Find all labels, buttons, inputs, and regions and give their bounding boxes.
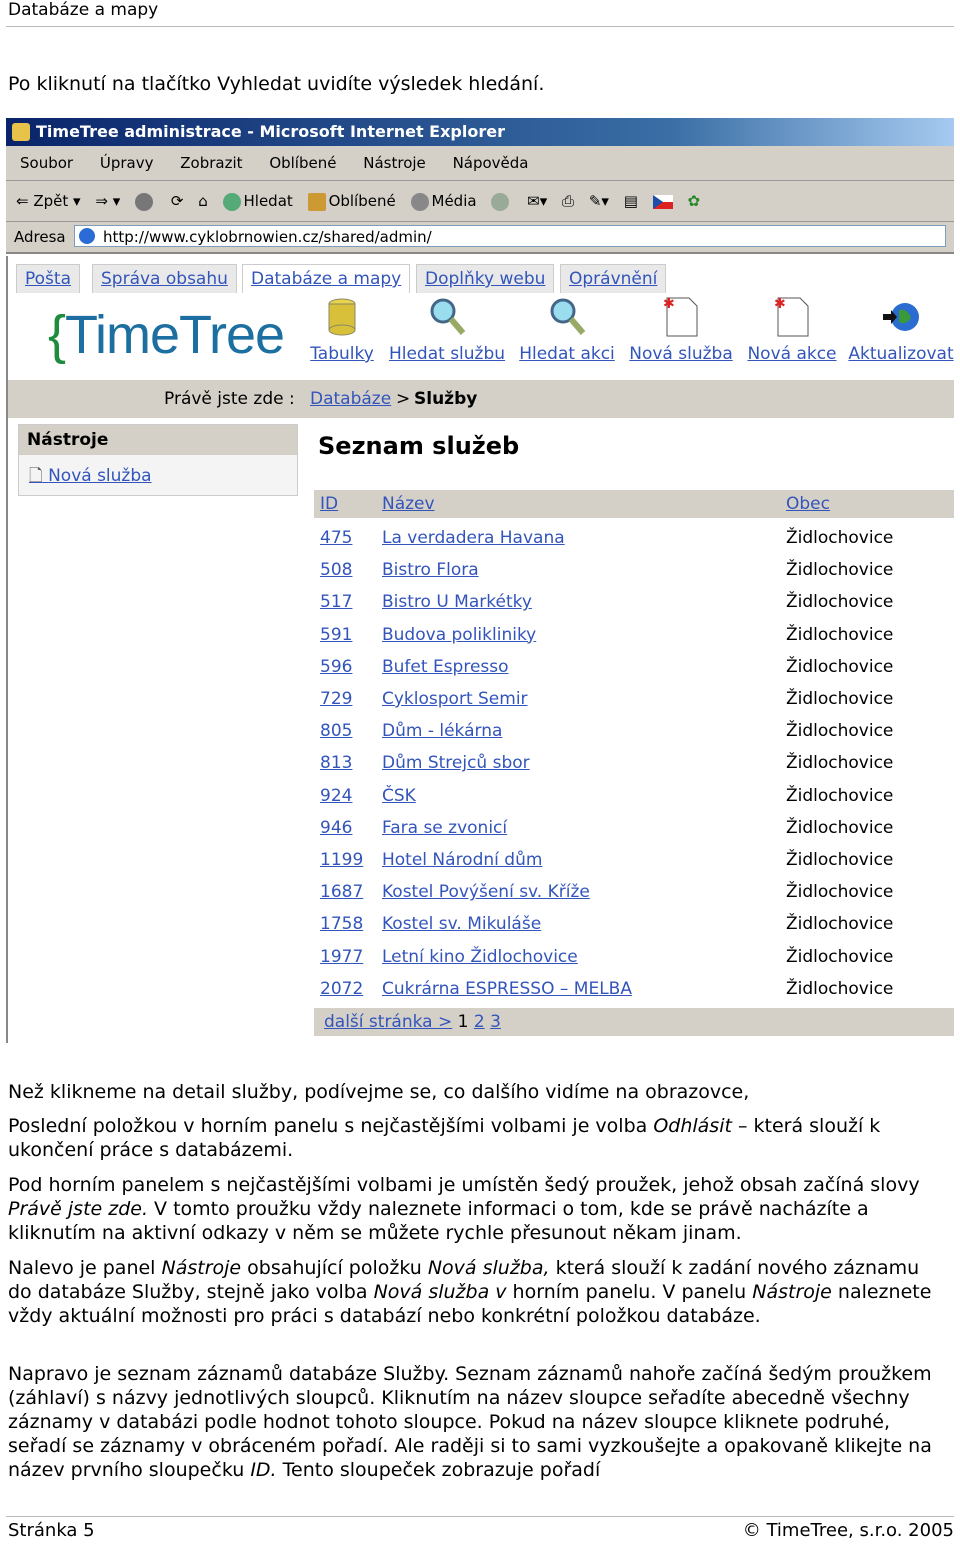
stop-button[interactable] — [135, 181, 156, 221]
row-obec: Židlochovice — [786, 946, 894, 967]
web-page — [6, 256, 954, 1043]
row-id-link[interactable]: 805 — [320, 721, 353, 742]
paragraph-4: Nalevo je panel Nástroje obsahující položku Nová služba, která slouží k zadání nového záznamu do databáze Služby, stejně jako volba Nová služba v horním panelu. V panelu Nástroje naleznete vždy aktuální možnosti pro práci s databází nebo konkrétní položkou databáze. — [8, 1257, 932, 1327]
page-1: 1 — [457, 1012, 469, 1032]
logo-text: TimeTree — [65, 305, 285, 365]
row-name-link[interactable]: La verdadera Havana — [382, 528, 565, 548]
magnifier-icon — [547, 296, 587, 338]
media-icon — [411, 193, 429, 211]
back-button[interactable]: ⇐ Zpět ▾ — [16, 192, 81, 210]
row-id-link[interactable]: 2072 — [320, 978, 364, 999]
menu-soubor[interactable]: Soubor — [20, 154, 74, 172]
breadcrumb — [8, 380, 954, 418]
table-row — [314, 586, 954, 618]
row-obec: Židlochovice — [786, 753, 894, 774]
row-id-link[interactable]: 946 — [320, 817, 353, 838]
home-icon: ⌂ — [198, 192, 208, 210]
next-page-link[interactable]: další stránka > — [324, 1012, 453, 1032]
browser-toolbar — [6, 181, 954, 222]
mail-icon: ✉▾ — [527, 192, 548, 210]
nav-nova-sluzba[interactable] — [628, 296, 734, 364]
menu-nastroje[interactable]: Nástroje — [363, 154, 426, 172]
favorites-label: Oblíbené — [328, 192, 396, 210]
mail-button[interactable] — [527, 181, 547, 221]
timetree-logo — [48, 304, 284, 366]
column-header-id[interactable]: ID — [320, 494, 339, 514]
table-row — [314, 941, 954, 973]
refresh-button[interactable] — [171, 181, 184, 221]
row-name-link[interactable]: Dům Strejců sbor — [382, 753, 530, 774]
row-id-link[interactable]: 1199 — [320, 850, 364, 870]
nav-hledat-sluzbu[interactable] — [388, 296, 506, 364]
row-id-link[interactable]: 1977 — [320, 946, 364, 967]
table-row — [314, 876, 954, 908]
search-button[interactable] — [223, 181, 293, 221]
globe-refresh-icon — [881, 296, 921, 338]
nav-aktualizovat[interactable] — [848, 296, 954, 364]
back-label: Zpět — [33, 192, 69, 210]
media-label: Média — [431, 192, 477, 210]
row-name-link[interactable]: Hotel Národní dům — [382, 850, 543, 870]
menu-napoveda[interactable]: Nápověda — [452, 154, 529, 172]
new-document-icon — [772, 296, 812, 338]
back-arrow-icon: ⇐ — [16, 192, 29, 210]
breadcrumb-separator: > — [396, 389, 411, 409]
menu-bar — [6, 146, 954, 181]
row-obec: Židlochovice — [786, 785, 894, 806]
address-bar — [6, 222, 954, 254]
page-3-link[interactable]: 3 — [490, 1012, 501, 1032]
nav-tabulky[interactable] — [308, 296, 376, 364]
address-url: http://www.cyklobrnowien.cz/shared/admin/ — [103, 228, 432, 246]
row-id-link[interactable]: 1687 — [320, 882, 364, 903]
nav-hledat-akci[interactable] — [518, 296, 616, 364]
header-rule — [6, 26, 954, 27]
row-name-link[interactable]: Kostel sv. Mikuláše — [382, 914, 542, 935]
footer-page-number: Stránka 5 — [8, 1520, 95, 1541]
tab-sprava-obsahu[interactable]: Správa obsahu — [92, 264, 237, 293]
row-obec: Židlochovice — [786, 656, 894, 677]
tools-new-service-label: Nová služba — [48, 466, 152, 486]
row-id-link[interactable]: 591 — [320, 624, 353, 645]
forward-arrow-icon: ⇒ — [95, 192, 108, 210]
paragraph-2: Poslední položkou v horním panelu s nejčastějšími volbami je volba Odhlásit – která slouží k ukončení práce s databázemi. — [8, 1115, 881, 1161]
footer-copyright: © TimeTree, s.r.o. 2005 — [742, 1520, 954, 1541]
browser-screenshot — [6, 118, 954, 1043]
row-id-link[interactable]: 596 — [320, 656, 353, 677]
paragraph-5: Napravo je seznam záznamů databáze Služby. Seznam záznamů nahoře začíná šedým proužkem (záhlaví) s názvy jednotlivých sloupců. Kliknutím na název sloupce seřadíte abecedně všechny záznamy v databázi podle hodnot tohoto sloupce. Pokud na název sloupce kliknete podruhé, seřadí se záznamy v obráceném pořadí. Ale raději si to sami vyzkoušejte a opakovaně klikejte na název prvního sloupečku ID. Tento sloupeček zobrazuje pořadí — [8, 1363, 932, 1481]
menu-upravy[interactable]: Úpravy — [99, 154, 154, 172]
table-header — [314, 490, 954, 518]
logo-bracket-icon: { — [48, 305, 66, 365]
row-id-link[interactable]: 1758 — [320, 914, 364, 935]
row-name-link[interactable]: Cukrárna ESPRESSO – MELBA — [382, 978, 632, 999]
address-input[interactable] — [74, 225, 946, 247]
tools-new-service-link[interactable] — [29, 463, 152, 492]
window-titlebar — [6, 118, 954, 146]
print-icon: ⎙ — [562, 192, 575, 210]
menu-oblibene[interactable]: Oblíbené — [269, 154, 337, 172]
new-document-icon: 🗋 — [29, 466, 43, 486]
discuss-button[interactable] — [624, 181, 638, 221]
nav-nova-akce-label: Nová akce — [747, 344, 837, 364]
nav-nova-sluzba-label: Nová služba — [629, 344, 733, 364]
discuss-icon: ▤ — [623, 192, 638, 210]
nav-hledat-akci-label: Hledat akci — [519, 344, 615, 364]
row-obec: Židlochovice — [786, 978, 894, 999]
messenger-icon: ✿ — [687, 192, 701, 210]
edit-icon: ✎▾ — [588, 192, 609, 210]
column-header-name[interactable]: Název — [382, 494, 435, 514]
tab-doplnky-webu[interactable]: Doplňky webu — [416, 264, 554, 293]
table-row — [314, 908, 954, 940]
row-id-link[interactable]: 517 — [320, 592, 353, 613]
row-obec: Židlochovice — [786, 560, 894, 581]
language-button[interactable] — [653, 181, 673, 221]
tab-opravneni[interactable]: Oprávnění — [560, 264, 666, 293]
row-obec: Židlochovice — [786, 624, 894, 645]
row-name-link[interactable]: Letní kino Židlochovice — [382, 946, 578, 967]
row-obec: Židlochovice — [786, 882, 894, 903]
table-row — [314, 844, 954, 876]
breadcrumb-current: Služby — [414, 389, 478, 409]
breadcrumb-prefix: Právě jste zde : — [164, 389, 295, 409]
row-name-link[interactable]: Fara se zvonicí — [382, 817, 508, 838]
tools-panel-title: Nástroje — [19, 425, 297, 455]
forward-button[interactable]: ⇒ ▾ — [95, 192, 121, 210]
nav-hledat-sluzbu-label: Hledat službu — [388, 344, 506, 364]
row-name-link[interactable]: ČSK — [382, 785, 416, 806]
intro-text: Po kliknutí na tlačítko Vyhledat uvidíte výsledek hledání. — [8, 73, 545, 95]
search-icon — [223, 193, 241, 211]
row-id-link[interactable]: 508 — [320, 560, 353, 581]
document-header: Databáze a mapy — [8, 0, 159, 20]
row-obec: Židlochovice — [786, 817, 894, 838]
table-row — [314, 554, 954, 586]
favorites-button[interactable] — [308, 181, 396, 221]
menu-zobrazit[interactable]: Zobrazit — [180, 154, 243, 172]
breadcrumb-link-databaze[interactable]: Databáze — [310, 389, 392, 409]
table-row — [314, 780, 954, 812]
tools-panel — [18, 424, 298, 496]
history-icon — [491, 193, 509, 211]
table-row — [314, 973, 954, 1005]
ie-icon — [12, 123, 30, 141]
row-obec: Židlochovice — [786, 689, 894, 709]
tab-posta[interactable]: Pošta — [16, 264, 80, 293]
row-name-link[interactable]: Cyklosport Semir — [382, 689, 528, 709]
row-name-link[interactable]: Bufet Espresso — [382, 656, 509, 677]
table-row — [314, 747, 954, 779]
magnifier-icon — [427, 296, 467, 338]
media-button[interactable] — [411, 181, 477, 221]
address-label: Adresa — [14, 228, 66, 246]
nav-aktualizovat-label: Aktualizovat — [848, 344, 954, 364]
row-name-link[interactable]: Bistro U Markétky — [382, 592, 532, 613]
new-document-icon — [661, 296, 701, 338]
list-title: Seznam služeb — [318, 432, 520, 460]
row-obec: Židlochovice — [786, 850, 894, 870]
nav-tabulky-label: Tabulky — [310, 344, 374, 364]
tab-databaze-a-mapy[interactable]: Databáze a mapy — [242, 264, 410, 293]
row-name-link[interactable]: Budova polikliniky — [382, 624, 537, 645]
row-obec: Židlochovice — [786, 721, 894, 742]
row-name-link[interactable]: Bistro Flora — [382, 560, 479, 581]
table-row — [314, 651, 954, 683]
svg-text:✱: ✱ — [774, 296, 786, 312]
ie-page-icon — [79, 228, 95, 244]
row-obec: Židlochovice — [786, 592, 894, 613]
row-id-link[interactable]: 924 — [320, 785, 353, 806]
stop-icon — [135, 193, 153, 211]
row-id-link[interactable]: 813 — [320, 753, 353, 774]
row-obec: Židlochovice — [786, 528, 894, 548]
row-obec: Židlochovice — [786, 914, 894, 935]
row-id-link[interactable]: 729 — [320, 689, 353, 709]
column-header-obec[interactable]: Obec — [786, 494, 830, 514]
czech-flag-icon — [653, 195, 673, 209]
pager — [314, 1008, 954, 1036]
row-name-link[interactable]: Kostel Povýšení sv. Kříže — [382, 882, 590, 903]
table-row — [314, 619, 954, 651]
table-row — [314, 812, 954, 844]
paragraph-1: Než klikneme na detail služby, podívejme se, co dalšího vidíme na obrazovce, — [8, 1081, 750, 1103]
paragraph-3: Pod horním panelem s nejčastějšími volbami je umístěn šedý proužek, jehož obsah začíná slovy Právě jste zde. V tomto proužku vždy naleznete informaci o tom, kde se právě nacházíte a kliknutím na aktivní odkazy v něm se můžete rychle přesunout někam jinam. — [8, 1174, 920, 1244]
print-button[interactable] — [562, 181, 574, 221]
home-button[interactable] — [198, 181, 208, 221]
table-row — [314, 715, 954, 747]
table-row — [314, 522, 954, 554]
svg-text:✱: ✱ — [663, 296, 675, 312]
nav-nova-akce[interactable] — [746, 296, 838, 364]
search-label: Hledat — [243, 192, 293, 210]
table-row — [314, 683, 954, 715]
footer-rule — [6, 1516, 954, 1517]
database-icon — [322, 296, 362, 338]
history-button[interactable] — [491, 181, 512, 221]
row-id-link[interactable]: 475 — [320, 528, 353, 548]
row-name-link[interactable]: Dům - lékárna — [382, 721, 503, 742]
favorites-icon — [308, 193, 326, 211]
refresh-icon: ⟳ — [170, 192, 184, 210]
page-2-link[interactable]: 2 — [473, 1012, 485, 1032]
edit-button[interactable] — [589, 181, 609, 221]
messenger-button[interactable] — [687, 181, 700, 221]
window-title: TimeTree administrace - Microsoft Internet Explorer — [36, 122, 505, 141]
